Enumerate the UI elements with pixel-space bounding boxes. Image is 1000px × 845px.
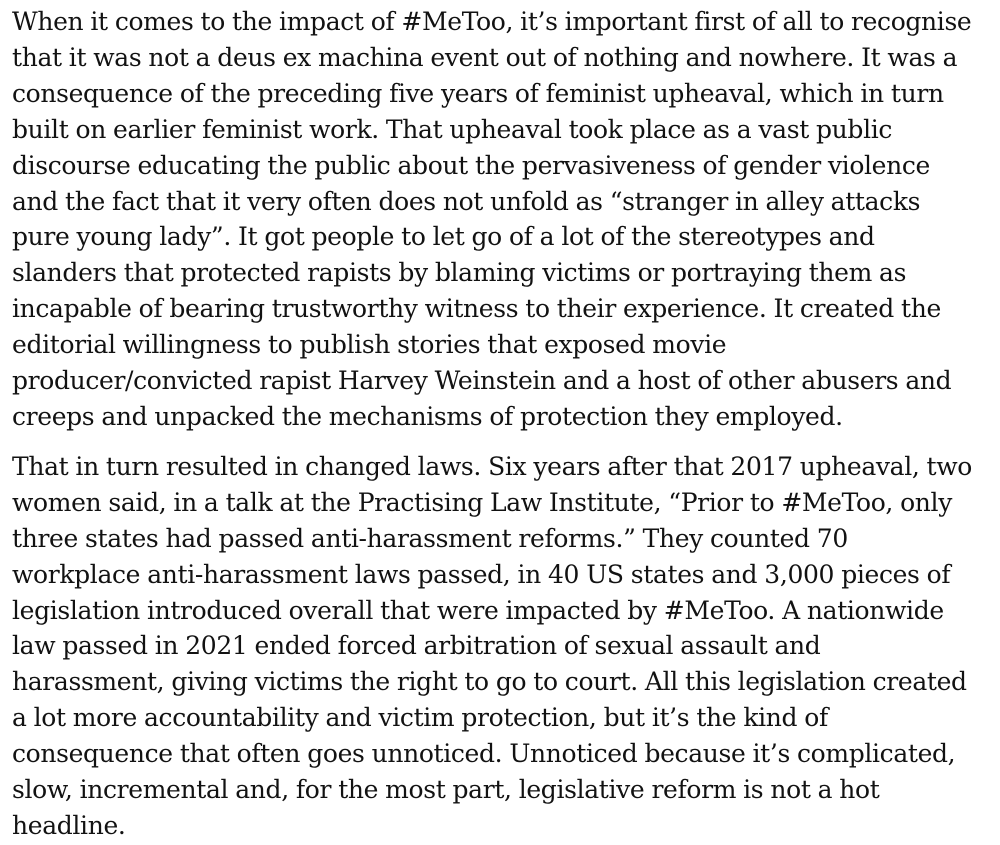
- paragraph-line: and the fact that it very often does not unfold as “stranger in alley attacks: [12, 186, 921, 216]
- paragraph-2: [12, 449, 987, 844]
- paragraph-line: law passed in 2021 ended forced arbitration of sexual assault and: [12, 631, 821, 661]
- paragraph-line: workplace anti-harassment laws passed, in 40 US states and 3,000 pieces of: [12, 559, 951, 589]
- paragraph-line: pure young lady”. It got people to let go of a lot of the stereotypes and: [12, 222, 875, 252]
- article-body: [12, 0, 987, 844]
- paragraph-line: consequence that often goes unnoticed. Unnoticed because it’s complicated,: [12, 739, 956, 769]
- paragraph-line: When it comes to the impact of #MeToo, it’s important first of all to recognise: [12, 7, 972, 36]
- paragraph-line: slanders that protected rapists by blaming victims or portraying them as: [12, 258, 907, 288]
- paragraph-line: slow, incremental and, for the most part, legislative reform is not a hot: [12, 775, 880, 805]
- paragraph-line: creeps and unpacked the mechanisms of protection they employed.: [12, 401, 843, 431]
- paragraph-1: [12, 0, 987, 435]
- paragraph-line: headline.: [12, 810, 126, 840]
- paragraph-line: that it was not a deus ex machina event out of nothing and nowhere. It was a: [12, 42, 958, 72]
- paragraph-line: consequence of the preceding five years of feminist upheaval, which in turn: [12, 78, 944, 108]
- paragraph-line: editorial willingness to publish stories that exposed movie: [12, 330, 727, 360]
- paragraph-line: women said, in a talk at the Practising Law Institute, “Prior to #MeToo, only: [12, 487, 952, 517]
- paragraph-line: a lot more accountability and victim protection, but it’s the kind of: [12, 703, 828, 733]
- paragraph-line: legislation introduced overall that were impacted by #MeToo. A nationwide: [12, 595, 944, 625]
- paragraph-line: producer/convicted rapist Harvey Weinstein and a host of other abusers and: [12, 366, 952, 396]
- paragraph-line: That in turn resulted in changed laws. Six years after that 2017 upheaval, two: [12, 451, 972, 481]
- paragraph-line: discourse educating the public about the pervasiveness of gender violence: [12, 150, 930, 180]
- paragraph-line: incapable of bearing trustworthy witness to their experience. It created the: [12, 294, 941, 324]
- paragraph-line: built on earlier feminist work. That upheaval took place as a vast public: [12, 114, 893, 144]
- paragraph-line: three states had passed anti-harassment reforms.” They counted 70: [12, 523, 848, 553]
- paragraph-line: harassment, giving victims the right to go to court. All this legislation created: [12, 667, 967, 697]
